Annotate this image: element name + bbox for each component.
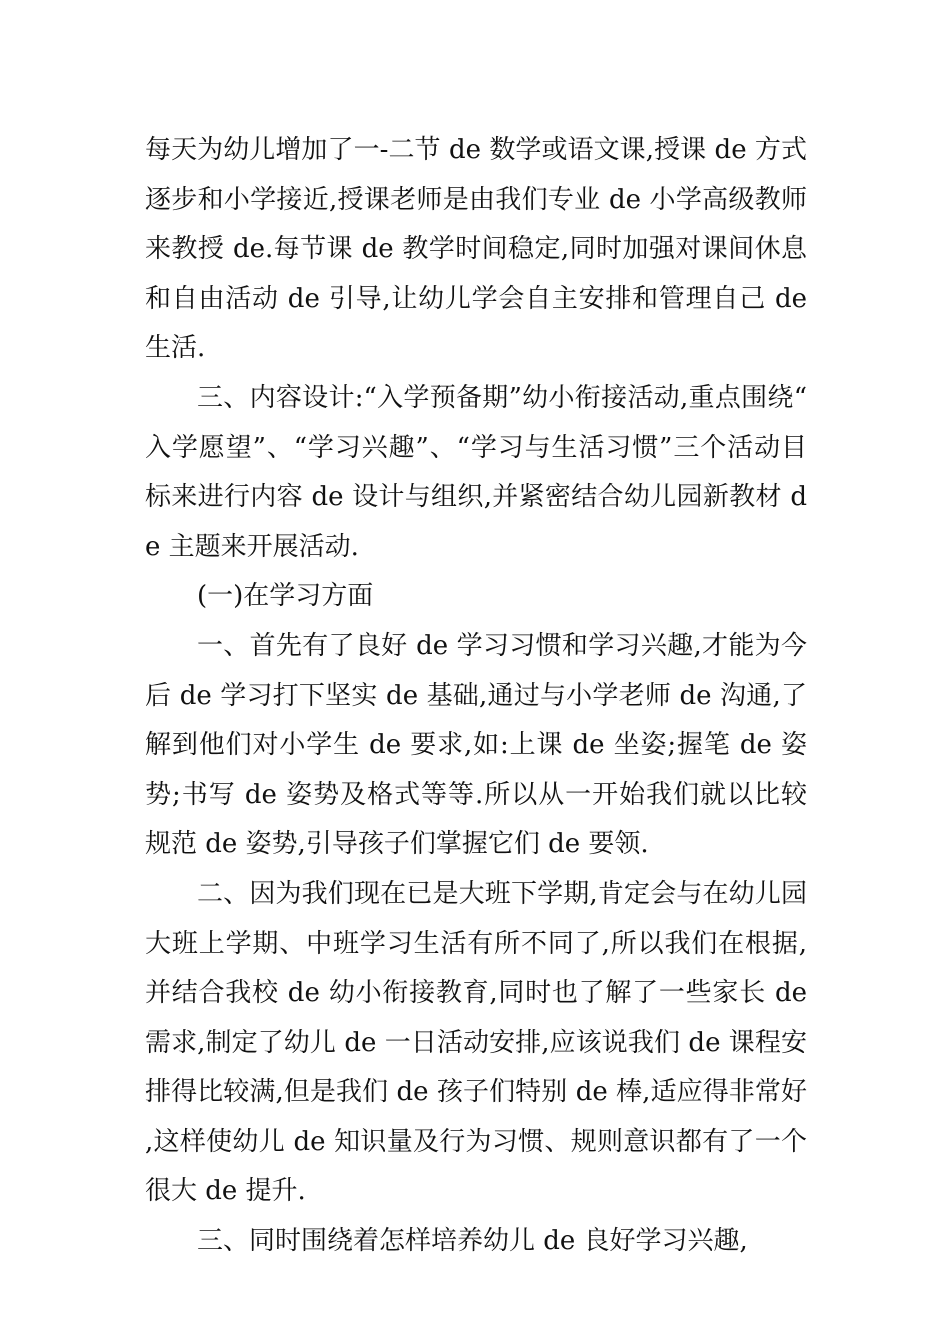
- paragraph-point-three: 三、同时围绕着怎样培养幼儿 de 良好学习兴趣,: [197, 1226, 748, 1257]
- paragraph-continuation: 每天为幼儿增加了一-二节 de 数学或语文课,授课 de 方式逐步和小学接近,授课老师是由我们专业 de 小学高级教师来教授 de.每节课 de 教学时间稳定,同时加强对课间休息和自由活动 de 引导,让幼儿学会自主安排和管理自己 de 生活.: [145, 135, 807, 364]
- paragraph-point-one: 一、首先有了良好 de 学习习惯和学习兴趣,才能为今后 de 学习打下坚实 de 基础,通过与小学老师 de 沟通,了解到他们对小学生 de 要求,如:上课 de 坐姿;握笔 de 姿势;书写 de 姿势及格式等等.所以从一开始我们就以比较规范 de 姿势,引导孩子们掌握它们 de 要领.: [145, 630, 807, 860]
- paragraph-content-design: 三、内容设计:“入学预备期”幼小衔接活动,重点围绕“入学愿望”、“学习兴趣”、“学习与生活习惯”三个活动目标来进行内容 de 设计与组织,并紧密结合幼儿园新教材 de 主题来开展活动.: [145, 382, 807, 562]
- document-body: [145, 126, 807, 1267]
- paragraph-point-two: 二、因为我们现在已是大班下学期,肯定会与在幼儿园大班上学期、中班学习生活有所不同了,所以我们在根据,并结合我校 de 幼小衔接教育,同时也了解了一些家长 de 需求,制定了幼儿 de 一日活动安排,应该说我们 de 课程安排得比较满,但是我们 de 孩子们特别 de 棒,适应得非常好,这样使幼儿 de 知识量及行为习惯、规则意识都有了一个很大 de 提升.: [145, 878, 807, 1207]
- section-heading-learning: (一)在学习方面: [197, 581, 374, 612]
